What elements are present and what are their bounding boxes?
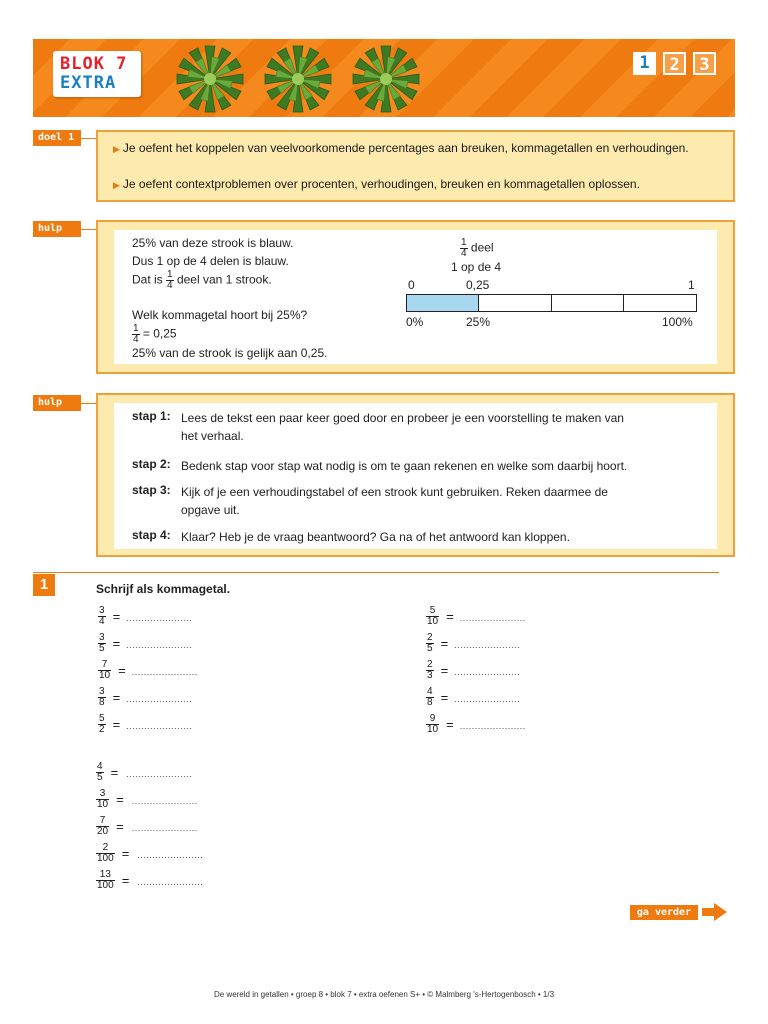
answer-field[interactable]: ...................... [131, 795, 198, 806]
fraction: $\frac{1}{4}$ [461, 237, 467, 259]
strip-top-label: 0,25 [466, 278, 490, 292]
strip-bottom-label: 100% [662, 315, 693, 329]
exercise-item [98, 687, 192, 708]
level-1-tab[interactable]: 1 [633, 52, 656, 75]
help-connector [81, 229, 96, 230]
goal-connector [81, 138, 96, 139]
fraction: $\frac{2}{100}$ [97, 842, 114, 864]
fraction: $\frac{7}{20}$ [97, 815, 109, 837]
level-3-tab[interactable]: 3 [693, 52, 716, 75]
help-connector [81, 403, 96, 404]
fraction: $\frac{5}{10}$ [427, 605, 439, 627]
succulent-plant-icon [349, 42, 423, 116]
equals-sign: = [116, 818, 124, 834]
exercise-item [96, 789, 198, 810]
fraction: $\frac{3}{10}$ [97, 788, 109, 810]
goal-box [96, 130, 735, 202]
fraction: $\frac{13}{100}$ [97, 869, 114, 891]
equals-sign: = [112, 689, 121, 705]
equals-sign: = [440, 635, 449, 651]
equals-sign: = [121, 845, 130, 861]
strip-top-label: 1 [688, 278, 695, 292]
answer-field[interactable]: ...................... [126, 612, 193, 623]
equals-sign: = [116, 791, 124, 807]
help-text-line: Dus 1 op de 4 delen is blauw. [132, 254, 289, 268]
strip-segment [624, 295, 696, 311]
help-tag: hulp [33, 395, 81, 411]
goal-item: ▶ Je oefent contextproblemen over procenten, verhoudingen, breuken en kommagetallen oplossen. [113, 177, 640, 191]
goal-item: ▶ Je oefent het koppelen van veelvoorkomende percentages aan breuken, kommagetallen en verhoudingen. [113, 141, 689, 155]
equals-sign: = [112, 608, 121, 624]
strip-top-label: 0 [408, 278, 415, 292]
equals-sign: = [446, 716, 454, 732]
help-answer: $\frac{1}{4}$ = 0,25 [133, 323, 177, 345]
exercise-item [96, 762, 192, 783]
exercise-item [96, 843, 203, 864]
succulent-plant-icon [261, 42, 335, 116]
help-text-line: Dat is $\frac{1}{4}$ deel van 1 strook. [132, 269, 272, 291]
fraction: $\frac{7}{10}$ [99, 659, 111, 681]
fraction: $\frac{2}{5}$ [427, 632, 433, 654]
help-box-strip [96, 220, 735, 374]
answer-field[interactable]: ...................... [131, 666, 198, 677]
level-2-tab[interactable]: 2 [663, 52, 686, 75]
answer-field[interactable]: ...................... [126, 693, 193, 704]
help-content [114, 230, 717, 364]
fraction: $\frac{1}{4}$ [167, 269, 173, 291]
equals-sign: = [446, 608, 454, 624]
strip-segment-filled [407, 295, 479, 311]
strip-part-label: $\frac{1}{4}$ deel [461, 237, 494, 259]
exercise-item [96, 816, 198, 837]
answer-field[interactable]: ...................... [454, 639, 521, 650]
strip-ratio-label: 1 op de 4 [451, 260, 502, 274]
goal-tag: doel 1 [33, 130, 81, 146]
exercise-item [426, 606, 526, 627]
fraction: $\frac{3}{4}$ [99, 605, 105, 627]
equals-sign: = [440, 689, 449, 705]
help-conclusion: 25% van de strook is gelijk aan 0,25. [132, 346, 328, 360]
exercise-item [96, 870, 203, 891]
fraction: $\frac{3}{5}$ [99, 632, 105, 654]
bullet-arrow-icon: ▶ [113, 144, 120, 154]
fraction: $\frac{2}{3}$ [427, 659, 433, 681]
answer-field[interactable]: ...................... [454, 693, 521, 704]
exercise-divider [33, 572, 719, 573]
exercise-item [426, 660, 520, 681]
help-tag: hulp [33, 221, 81, 237]
exercise-item [98, 606, 192, 627]
blok-logo [53, 51, 141, 97]
fraction: $\frac{1}{4}$ [133, 323, 139, 345]
percentage-strip [406, 294, 697, 312]
exercise-item [98, 714, 192, 735]
arrow-right-icon[interactable] [702, 902, 728, 922]
exercise-item [426, 687, 520, 708]
equals-sign: = [110, 764, 119, 780]
fraction: $\frac{9}{10}$ [427, 713, 439, 735]
equals-sign: = [112, 635, 121, 651]
exercise-item [98, 660, 198, 681]
equals-sign: = [118, 662, 126, 678]
exercise-title: Schrijf als kommagetal. [96, 582, 231, 596]
strip-segment [479, 295, 551, 311]
help-box-steps [96, 393, 735, 557]
steps-content: stap 1: Lees de tekst een paar keer goed door en probeer je een voorstelling te maken van het verhaal. stap 2: Bedenk stap voor stap wat nodig is om te gaan rekenen en welke som daarbij hoort. stap 3: Kijk of je een verhoudingstabel of een strook kunt gebruiken. Reken daarmee de opgave uit. stap 4: Klaar? Heb je de vraag beantwoord? Ga na of het antwoord kan kloppen. [114, 403, 717, 549]
answer-field[interactable]: ...................... [126, 720, 193, 731]
logo-subtitle: EXTRA [60, 73, 117, 93]
strip-segment [552, 295, 624, 311]
equals-sign: = [121, 872, 130, 888]
answer-field[interactable]: ...................... [126, 639, 193, 650]
answer-field[interactable]: ...................... [454, 666, 521, 677]
answer-field[interactable]: ...................... [126, 768, 193, 779]
succulent-plant-icon [173, 42, 247, 116]
answer-field[interactable]: ...................... [131, 822, 198, 833]
help-question: Welk kommagetal hoort bij 25%? [132, 308, 308, 322]
fraction: $\frac{3}{8}$ [99, 686, 105, 708]
answer-field[interactable]: ...................... [137, 876, 204, 887]
exercise-item [426, 633, 520, 654]
strip-bottom-label: 0% [406, 315, 424, 329]
equals-sign: = [112, 716, 121, 732]
fraction: $\frac{5}{2}$ [99, 713, 105, 735]
page-header [33, 39, 735, 117]
bullet-arrow-icon: ▶ [113, 180, 120, 190]
strip-bottom-label: 25% [466, 315, 491, 329]
exercise-number: 1 [33, 574, 55, 596]
help-text-line: 25% van deze strook is blauw. [132, 236, 294, 250]
answer-field[interactable]: ...................... [459, 612, 526, 623]
fraction: $\frac{4}{8}$ [427, 686, 433, 708]
answer-field[interactable]: ...................... [459, 720, 526, 731]
continue-button[interactable]: ga verder [630, 905, 698, 920]
equals-sign: = [440, 662, 449, 678]
exercise-item [426, 714, 526, 735]
logo-title: BLOK 7 [60, 54, 128, 74]
answer-field[interactable]: ...................... [137, 849, 204, 860]
fraction: $\frac{4}{5}$ [97, 761, 103, 783]
page-footer: De wereld in getallen • groep 8 • blok 7 • extra oefenen S+ • © Malmberg 's-Hertogenbosch • 1/3 [213, 990, 555, 999]
exercise-item [98, 633, 192, 654]
